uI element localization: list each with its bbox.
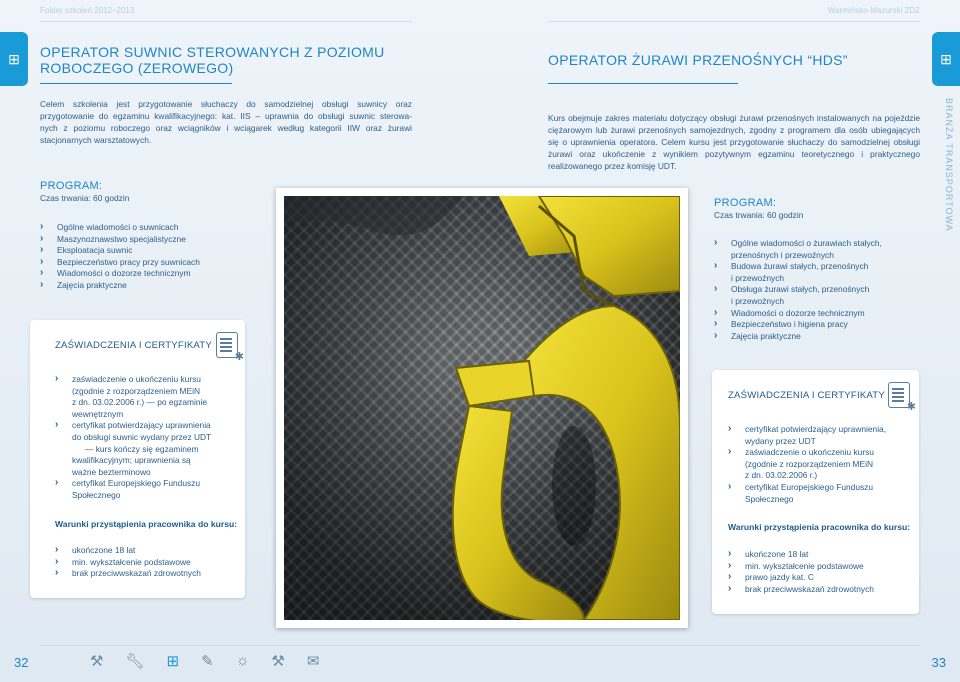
cert-item: › certyfikat Europejskiego Funduszu (728, 482, 886, 494)
right-cert-title: ZAŚWIADCZENIA I CERTYFIKATY (728, 390, 885, 401)
cert-item: z dn. 03.02.2006 r.) — po egzaminie (72, 397, 208, 408)
truck-sign-icon: ⊞ (940, 50, 952, 67)
right-title-rule (548, 83, 738, 84)
intro-line: Celem szkolenia jest przygotowanie słuchaczy do samodzielnej obsługi suwnicy oraz (40, 99, 412, 109)
right-cert-card (712, 370, 919, 614)
section-tab-right[interactable] (932, 32, 960, 86)
intro-line: ciężarowym lub żurawi przenośnych samojezdnych, zgodny z programem dla osób ubiegających (548, 125, 920, 135)
right-program-list (714, 238, 882, 342)
left-program-list (40, 222, 200, 292)
cert-item: Społecznego (745, 493, 794, 504)
cert-item: kwalifikacyjnym; uprawnienia są (72, 455, 191, 466)
cert-item: ważne bezterminowo (72, 466, 151, 477)
right-req-heading: Warunki przystąpienia pracownika do kursu: (728, 522, 911, 532)
requirement-item: › prawo jazdy kat. C (728, 572, 874, 584)
right-title: OPERATOR ŻURAWI PRZENOŚNYCH “HDS” (548, 52, 848, 68)
footer-rule (40, 645, 920, 646)
wrench-icon[interactable]: 🔧︎ (125, 653, 145, 670)
cert-item: › zaświadczenie o ukończeniu kursu (728, 447, 886, 459)
intro-line: przygotowanie do egzaminu kwalifikacyjnego: kat. IIS – uprawnia do obsługi suwnic sterowa- (40, 111, 412, 121)
right-cert-list (728, 424, 886, 505)
cert-item: › zaświadczenie o ukończeniu kursu (55, 374, 211, 386)
program-item: › Wiadomości o dozorze technicznym (40, 268, 200, 280)
requirement-item: › min. wykształcenie podstawowe (55, 557, 201, 569)
requirement-item: › min. wykształcenie podstawowe (728, 561, 874, 573)
left-req-heading: Warunki przystąpienia pracownika do kursu: (55, 519, 238, 529)
intro-line: stacjonarnych warsztatowych. (40, 135, 152, 145)
footer-icon-bar (90, 652, 319, 670)
lightbulb-icon[interactable]: ☼ (235, 652, 250, 669)
program-item: › Ogólne wiadomości o żurawiach stałych, (714, 238, 882, 250)
cert-item: › certyfikat potwierdzający uprawnienia, (728, 424, 886, 436)
right-intro (548, 112, 920, 172)
cert-item: wydany przez UDT (745, 435, 816, 446)
program-item: przenośnych i przewoźnych (731, 249, 834, 260)
screwdriver-icon[interactable]: ✎ (201, 653, 214, 670)
requirement-item: › ukończone 18 lat (728, 549, 874, 561)
program-item: i przewoźnych (731, 272, 785, 283)
cert-item: z dn. 03.02.2006 r.) (745, 470, 818, 481)
header-left: Folder szkoleń 2012–2013 (40, 6, 135, 15)
left-title-line1: OPERATOR SUWNIC STEROWANYCH Z POZIOMU (40, 44, 385, 60)
left-program-duration: Czas trwania: 60 godzin (40, 193, 130, 203)
program-item: › Eksploatacja suwnic (40, 245, 200, 257)
program-item: › Budowa żurawi stałych, przenośnych (714, 261, 882, 273)
cert-item: wewnętrznym (72, 408, 124, 419)
requirement-item: › brak przeciwwskazań zdrowotnych (728, 584, 874, 596)
page-number-right: 33 (931, 655, 946, 670)
crane-hook-illustration (284, 196, 680, 620)
left-title-rule (40, 83, 232, 84)
right-program-duration: Czas trwania: 60 godzin (714, 210, 804, 220)
certificate-icon (216, 332, 238, 358)
cert-item: (zgodnie z rozporządzeniem MEiN (72, 385, 201, 396)
program-item: › Obsługa żurawi stałych, przenośnych (714, 284, 882, 296)
intro-line: żurawi oraz ukończenie z wynikiem pozytywnym egzaminu teoretycznego i praktycznego (548, 149, 920, 159)
cert-item: Społecznego (72, 489, 121, 500)
program-item: › Zajęcia praktyczne (714, 331, 882, 343)
left-title-line2: ROBOCZEGO (ZEROWEGO) (40, 60, 234, 76)
program-item: › Ogólne wiadomości o suwnicach (40, 222, 200, 234)
program-item: › Wiadomości o dozorze technicznym (714, 308, 882, 320)
header-rule-right (548, 21, 920, 22)
right-req-list (728, 549, 874, 595)
cert-item: (zgodnie z rozporządzeniem MEiN (745, 458, 874, 469)
right-program-heading: PROGRAM: (714, 197, 777, 209)
intro-line: się o uprawnienia operatora. Celem kursu jest przygotowanie słuchaczy do samodzielnej obsługi (548, 137, 920, 147)
left-cert-list (55, 374, 211, 502)
left-cert-title: ZAŚWIADCZENIA I CERTYFIKATY (55, 340, 212, 351)
certificate-icon (888, 382, 910, 408)
program-item: › Bezpieczeństwo pracy przy suwnicach (40, 257, 200, 269)
left-title (40, 44, 385, 76)
truck-sign-icon: ⊞ (8, 50, 20, 67)
requirement-item: › brak przeciwwskazań zdrowotnych (55, 568, 201, 580)
program-item: i przewoźnych (731, 295, 785, 306)
left-cert-card (30, 320, 245, 598)
left-req-list (55, 545, 201, 580)
tools-icon[interactable]: ⚒ (90, 653, 104, 670)
crane-hook-image (284, 196, 680, 620)
left-intro (40, 98, 412, 146)
intro-line: Kurs obejmuje zakres materiału dotyczący obsługi żurawi przenośnych instalowanych na pojeździe (548, 113, 920, 123)
left-program-heading: PROGRAM: (40, 180, 103, 192)
cert-item: › certyfikat Europejskiego Funduszu (55, 478, 211, 490)
header-rule-left (40, 21, 412, 22)
cert-item: › certyfikat potwierdzający uprawnienia (55, 420, 211, 432)
hammer-icon[interactable]: ⚒ (271, 653, 285, 670)
truck-sign-icon[interactable]: ⊞ (166, 653, 180, 670)
page-number-left: 32 (14, 655, 29, 670)
header-right: Warmińsko-Mazurski ZDZ (827, 6, 920, 15)
program-item: › Bezpieczeństwo i higiena pracy (714, 319, 882, 331)
intro-line: realizowanego przez komisję UDT. (548, 161, 677, 171)
side-label: BRANŻA TRANSPORTOWA (944, 98, 954, 232)
intro-line: nych z poziomu roboczego oraz wciągników i wciągarek według kategorii IIW oraz żurawi (40, 123, 412, 133)
cert-item: do obsługi suwnic wydany przez UDT (72, 431, 212, 442)
envelope-pen-icon[interactable]: ✉ (306, 653, 320, 670)
program-item: › Maszynoznawstwo specjalistyczne (40, 234, 200, 246)
section-tab-left[interactable] (0, 32, 28, 86)
hook-photo (276, 188, 688, 628)
program-item: › Zajęcia praktyczne (40, 280, 200, 292)
cert-item: — kurs kończy się egzaminem (85, 443, 199, 454)
requirement-item: › ukończone 18 lat (55, 545, 201, 557)
